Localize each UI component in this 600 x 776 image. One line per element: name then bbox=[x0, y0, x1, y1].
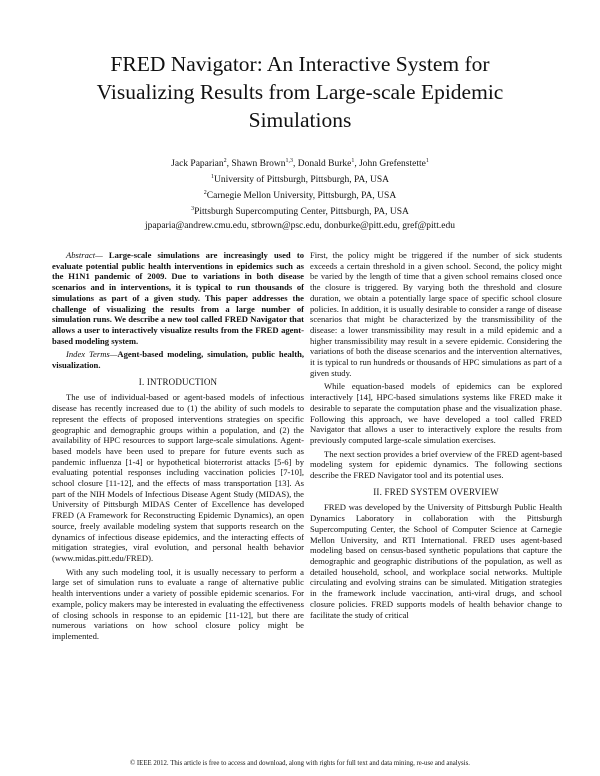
copyright-footer: © IEEE 2012. This article is free to access and download, along with rights for full text and data mining, re-use and analysis. bbox=[130, 760, 470, 767]
author-sup: 1 bbox=[425, 158, 429, 164]
affiliation: $^3$Pittsburgh Supercomputing Center, Pittsburgh, PA, USA bbox=[191, 206, 409, 218]
left-column bbox=[52, 250, 304, 645]
abstract-label: Abstract— bbox=[66, 250, 103, 260]
author-name: Donald Burke bbox=[297, 159, 352, 170]
author-name: Jack Paparian bbox=[171, 159, 224, 170]
paragraph: The next section provides a brief overview of the FRED agent-based modeling system for epidemic dynamics. The following sections describe the FRED Navigator tool and its potential uses. bbox=[310, 448, 562, 481]
author-block bbox=[120, 155, 480, 233]
paragraph: While equation-based models of epidemics can be explored interactively [14], HPC-based simulations systems like FRED make it desirable to separate the computation phase and the visualization phase. Following this approach, we have developed a tool called FRED Navigator that allows a user to interactively explore the results from previously computed large-scale simulation exercises. bbox=[310, 381, 562, 445]
paper-title: FRED Navigator: An Interactive System for Visualizing Results from Large-scale Epidemic Simulations bbox=[96, 52, 504, 132]
author-sup: 1,3 bbox=[285, 158, 294, 164]
section-heading-introduction: I. INTRODUCTION bbox=[138, 376, 218, 387]
author-name: Shawn Brown bbox=[231, 159, 286, 170]
abstract bbox=[52, 250, 304, 346]
abstract-text: Large-scale simulations are increasingly used to evaluate potential public health interventions in epidemics such as the H1N1 pandemic of 2009. Due to variations in both disease scenarios and in interventions, it is typical to run thousands of simulations as part of a given study. This paper addresses the challenge of visualizing the results from a large number of simulation runs. We describe a new tool called FRED Navigator that allows a user to interactively visualize results from the FRED agent-based modeling system. bbox=[52, 250, 304, 346]
paragraph: FRED was developed by the University of Pittsburgh Public Health Dynamics Laboratory in collaboration with the Pittsburgh Supercomputing Center, the School of Computer Science at Carnegie Mellon University, and RTI International. FRED uses agent-based modeling based on census-based synthetic populations that capture the demographic and geographic distributions of the population, as well as detailed household, school, and workplace social networks. Multiple circulating and evolving strains can be simulated. Mitigation strategies in the framework include vaccination, anti-viral drugs, and school closure policies. FRED supports models of health behavior change to facilitate the study of critical bbox=[310, 502, 562, 620]
affiliation: $^2$Carnegie Mellon University, Pittsburgh, PA, USA bbox=[203, 190, 397, 202]
paragraph: The use of individual-based or agent-based models of infectious disease has recently increased due to (1) the ability of such models to represent the effects of proposed interventions strategies on specific geographic and demographic groups within a population, and (2) the availability of HPC resources to support large-scale simulations. Agent-based models have been used to prepare for future events such as pandemic influenza [1-4] or hypothetical bioterrorist attacks [5-6] by evaluating potential responses including vaccination policies [7-10], school closure [11-12], and the effects of mass transportation [13]. As part of the NIH Models of Infectious Disease Agent Study (MIDAS), the University of Pittsburgh MIDAS Center of Excellence has developed FRED (A Framework for Reconstructing Epidemic Dynamics), an open source, freely available modeling system that supports research on the dynamics of infectious disease epidemics, and the interacting effects of mitigation strategies, viral evolution, and personal health behavior (www.midas.pitt.edu/FRED). bbox=[52, 392, 304, 563]
paragraph: First, the policy might be triggered if the number of sick students exceeds a certain threshold in a given school. Second, the policy might be varied by the length of time that a given school remains closed once the closure is triggered. By varying both the threshold and closure duration, we obtain a potentially large space of specific school closure policies. In addition, it is usually desirable to consider a range of disease scenarios that might be characterized by the transmissibility of the disease: a lower transmissibility may result in a mild epidemic and a higher transmissibility may result in a severe epidemic. Considering the variations of both the disease scenarios and the intervention alternatives, it is typical to run hundreds or thousands of HPC simulations as part of a given study. bbox=[310, 250, 562, 378]
index-terms-label: Index Terms— bbox=[66, 349, 118, 360]
right-column bbox=[310, 250, 562, 623]
author-sup: 2 bbox=[223, 158, 227, 164]
index-terms bbox=[52, 349, 304, 370]
author-sup: 1 bbox=[351, 158, 355, 164]
index-terms-text: Agent-based modeling, simulation, public health, visualization. bbox=[52, 349, 304, 371]
paragraph: With any such modeling tool, it is usually necessary to perform a large set of simulation runs to evaluate a range of alternative public health interventions under a variety of possible epidemic scenarios. For example, policy makers may be interested in evaluating the effectiveness of closing schools in response to an epidemic [11-12], but there are numerous variations on how school closure policy might be implemented. bbox=[52, 566, 304, 641]
author-emails: jpaparia@andrew.cmu.edu, stbrown@psc.edu, donburke@pitt.edu, gref@pitt.edu bbox=[144, 220, 456, 231]
section-heading-overview: II. FRED SYSTEM OVERVIEW bbox=[373, 486, 499, 497]
author-line: Jack Paparian$^2$, Shawn Brown$^{1,3}$, Donald Burke$^1$, John Grefenstette$^1$ bbox=[171, 158, 429, 170]
author-name: John Grefenstette bbox=[359, 159, 426, 170]
affiliation: $^1$University of Pittsburgh, Pittsburgh, PA, USA bbox=[210, 174, 390, 186]
